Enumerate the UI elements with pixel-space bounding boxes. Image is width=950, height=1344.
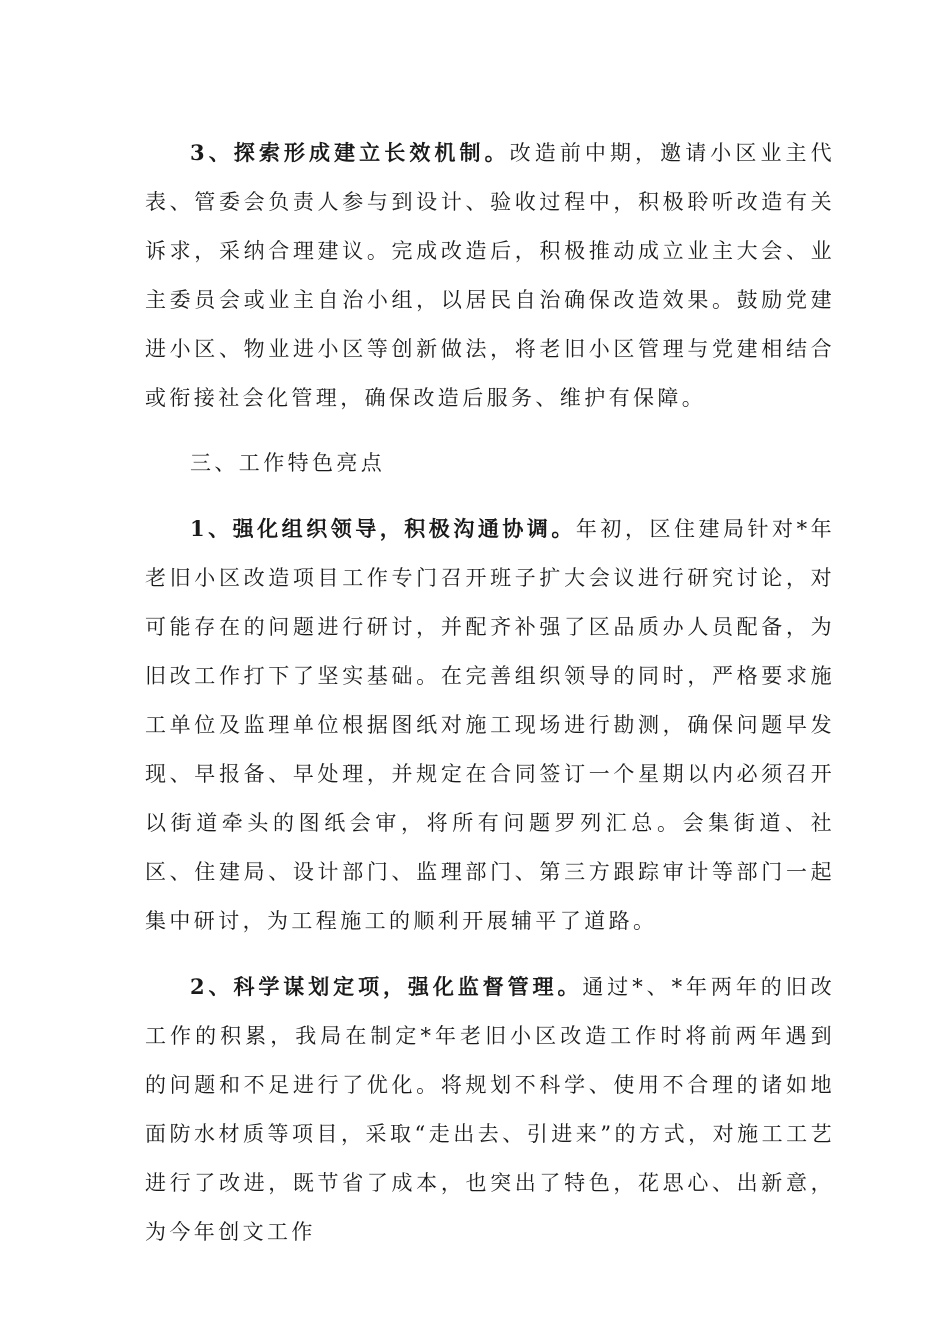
paragraph-text: 改造前中期，邀请小区业主代表、管委会负责人参与到设计、验收过程中，积极聆听改造有关诉求，采纳合理建议。完成改造后，积极推动成立业主大会、业主委员会或业主自治小组，以居民自治确保改造效果。鼓励党建进小区、物业进小区等创新做法，将老旧小区管理与党建相结合或衔接社会化管理，确保改造后服务、维护有保障。 [145,141,836,410]
paragraph-lead: 3、探索形成建立长效机制。 [190,140,510,165]
document-body [145,128,835,1257]
paragraph-organization-leadership [145,504,835,946]
paragraph-scientific-planning [145,962,835,1257]
paragraph-text: 年初，区住建局针对*年老旧小区改造项目工作专门召开班子扩大会议进行研究讨论，对可能存在的问题进行研讨，并配齐补强了区品质办人员配备，为旧改工作打下了坚实基础。在完善组织领导的同时，严格要求施工单位及监理单位根据图纸对施工现场进行勘测，确保问题早发现、早报备、早处理，并规定在合同签订一个星期以内必须召开以街道牵头的图纸会审，将所有问题罗列汇总。会集街道、社区、住建局、设计部门、监理部门、第三方跟踪审计等部门一起集中研讨，为工程施工的顺利开展辅平了道路。 [145,517,835,933]
paragraph-long-term-mechanism [145,128,835,423]
paragraph-lead: 1、强化组织领导，积极沟通协调。 [190,516,576,541]
paragraph-lead: 2、科学谋划定项，强化监督管理。 [190,974,583,999]
paragraph-text: 通过*、*年两年的旧改工作的积累，我局在制定*年老旧小区改造工作时将前两年遇到的问题和不足进行了优化。将规划不科学、使用不合理的诸如地面防水材质等项目，采取“走出去、引进来”的方式，对施工工艺进行了改进，既节省了成本，也突出了特色，花思心、出新意，为今年创文工作 [145,975,835,1244]
section-heading: 三、工作特色亮点 [190,451,386,475]
